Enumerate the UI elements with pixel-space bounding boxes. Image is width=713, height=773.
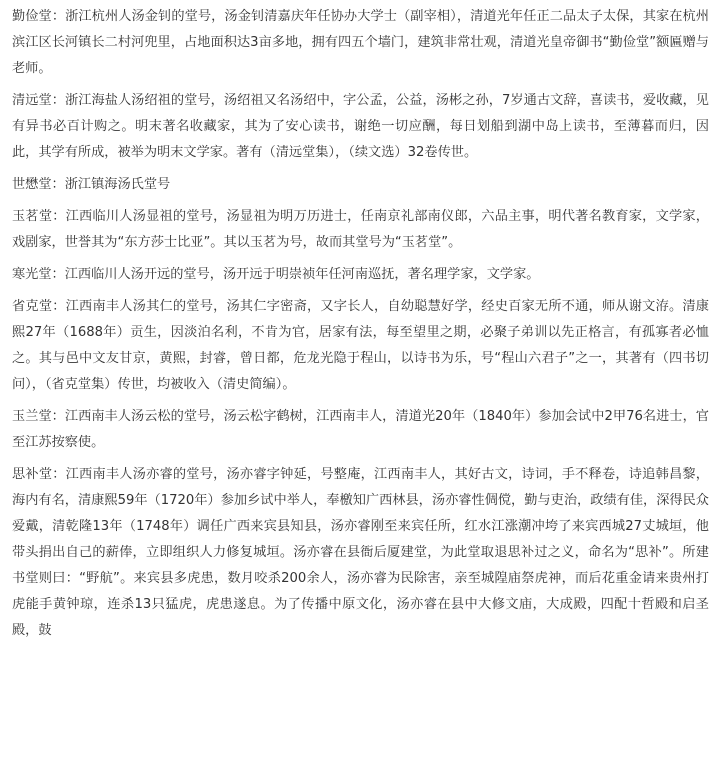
entry-qinjian-tang: 勤俭堂：浙江杭州人汤金钊的堂号，汤金钊清嘉庆年任协办大学士（副宰相），清道光年任正二品太子太保，其家在杭州滨江区长河镇长二村河兜里，占地面积达3亩多地，拥有四五个墙门，建筑非常壮观，清道光皇帝御书“勤俭堂”额匾赠与老师。	[12, 9, 709, 76]
entry-yulan-tang: 玉兰堂：江西南丰人汤云松的堂号，汤云松字鹤树，江西南丰人，清道光20年（1840年）参加会试中2甲76名进士，官至江苏按察使。	[12, 409, 709, 450]
entry-xingke-tang: 省克堂：江西南丰人汤其仁的堂号，汤其仁字密斋，又字长人，自幼聪慧好学，经史百家无所不通，师从谢文洊。清康熙27年（1688年）贡生，因淡泊名利，不肯为官，居家有法，每至望里之期，必聚子弟训以先正格言，有孤寡者必恤之。其与邑中文友甘京，黄熙，封睿，曾日都，危龙光隐于程山，以诗书为乐，号“程山六君子”之一，其著有（四书切问），（省克堂集）传世，均被收入（清史简编）。	[12, 299, 709, 392]
entry-shimao-tang: 世懋堂：浙江镇海汤氏堂号	[12, 177, 171, 192]
entry-sibu-tang: 思补堂：江西南丰人汤亦睿的堂号，汤亦睿字钟延，号整庵，江西南丰人，其好古文，诗词，手不释卷，诗追韩昌黎，海内有名，清康熙59年（1720年）参加乡试中举人，奉檄知广西林县，汤亦睿性倜傥，勤与吏治，政绩有佳，深得民众爱戴，清乾隆13年（1748年）调任广西来宾县知县，汤亦睿刚至来宾任所，红水江涨潮冲垮了来宾西城27丈城垣，他带头捐出自己的薪俸，立即组织人力修复城垣。汤亦睿在县衙后厦建堂，为此堂取退思补过之义，命名为“思补”。所建书堂则曰：“野航”。来宾县多虎患，数月咬杀200余人，汤亦睿为民除害，亲至城隍庙祭虎神，而后花重金请来贵州打虎能手黄钟琼，连杀13只猛虎，虎患遂息。为了传播中原文化，汤亦睿在县中大修文庙，大成殿，四配十哲殿和启圣殿，鼓	[12, 467, 709, 638]
entry-yuming-tang: 玉茗堂：江西临川人汤显祖的堂号，汤显祖为明万历进士，任南京礼部南仪郎，六品主事，明代著名教育家，文学家，戏剧家，世誉其为“东方莎士比亚”。其以玉茗为号，故而其堂号为“玉茗堂”。	[12, 209, 709, 250]
entry-hanguang-tang: 寒光堂：江西临川人汤开远的堂号，汤开远于明崇祯年任河南巡抚，著名理学家，文学家。	[12, 267, 540, 282]
document-body	[0, 4, 713, 644]
entry-qingyuan-tang: 清远堂：浙江海盐人汤绍祖的堂号，汤绍祖又名汤绍中，字公孟，公益，汤彬之孙，7岁通古文辞，喜读书，爱收藏，见有异书必百计购之。明末著名收藏家，其为了安心读书，谢绝一切应酬，每日划船到湖中岛上读书，至薄暮而归，因此，其学有所成，被举为明末文学家。著有（清远堂集），（续文选）32卷传世。	[12, 93, 709, 160]
